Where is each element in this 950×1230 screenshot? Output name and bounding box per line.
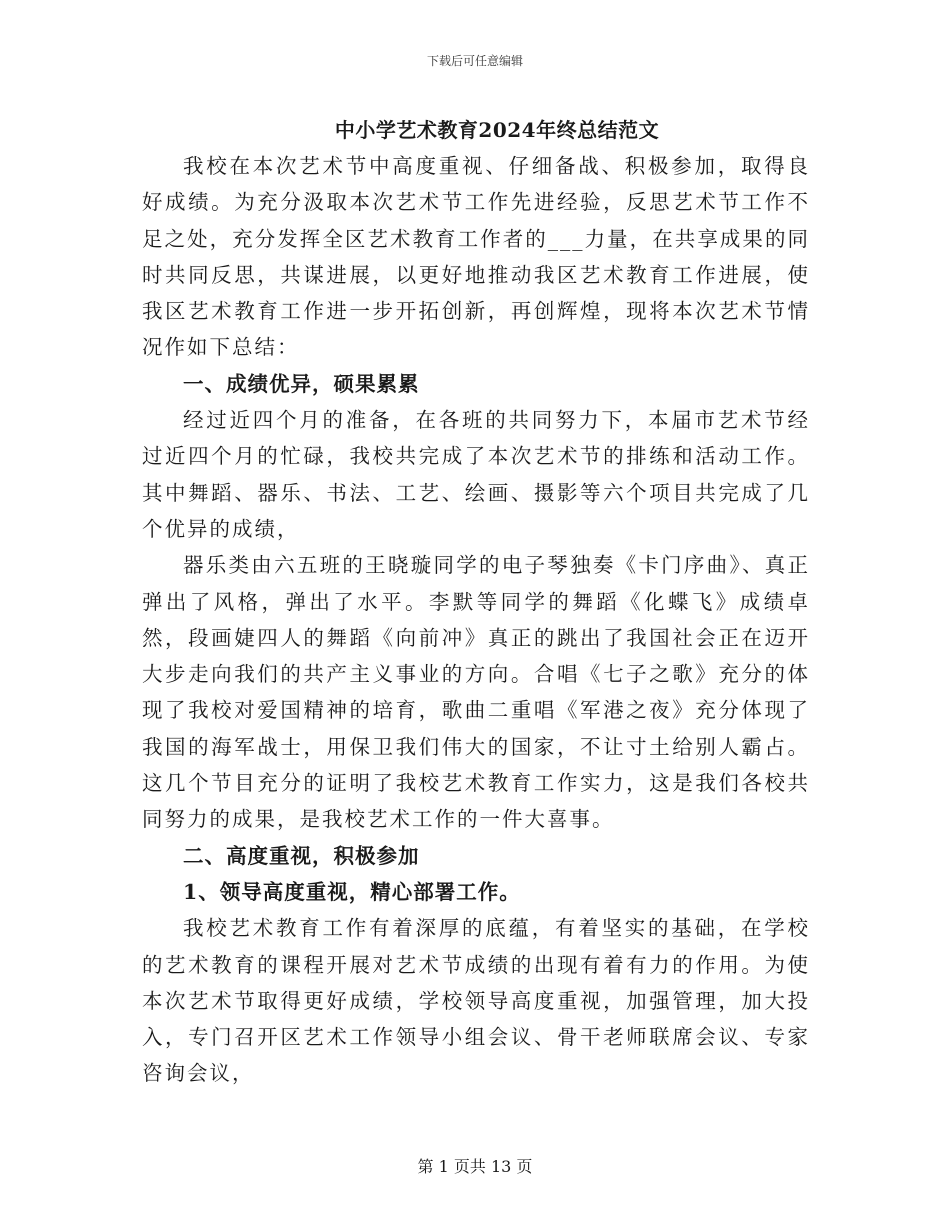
paragraph-performances: 器乐类由六五班的王晓璇同学的电子琴独奏《卡门序曲》、真正弹出了风格，弹出了水平。李默等同学的舞蹈《化蝶飞》成绩卓然，段画婕四人的舞蹈《向前冲》真正的跳出了我国社会正在迈开大步走向我们的共产主义事业的方向。合唱《七子之歌》充分的体现了我校对爱国精神的培育，歌曲二重唱《军港之夜》充分体现了我国的海军战士，用保卫我们伟大的国家，不让寸土给别人霸占。这几个节目充分的证明了我校艺术教育工作实力，这是我们各校共同努力的成果，是我校艺术工作的一件大喜事。: [142, 553, 810, 832]
section-heading-participation: 二、高度重视，积极参加: [183, 843, 420, 868]
page-header-note: 下载后可任意编辑: [426, 54, 523, 68]
document-title: 中小学艺术教育2024年终总结范文: [334, 118, 660, 142]
paragraph-preparation: 经过近四个月的准备，在各班的共同努力下，本届市艺术节经过近四个月的忙碌，我校共完成了本次艺术节的排练和活动工作。其中舞蹈、器乐、书法、工艺、绘画、摄影等六个项目共完成了几个优异的成绩，: [142, 408, 810, 541]
page-number: 第 1 页共 13 页: [417, 1157, 533, 1176]
section-heading-achievements: 一、成绩优异，硕果累累: [183, 371, 420, 396]
paragraph-intro: 我校在本次艺术节中高度重视、仔细备战、积极参加，取得良好成绩。为充分汲取本次艺术节工作先进经验，反思艺术节工作不足之处，充分发挥全区艺术教育工作者的___力量，在共享成果的同时共同反思，共谋进展，以更好地推动我区艺术教育工作进展，使我区艺术教育工作进一步开拓创新，再创辉煌，现将本次艺术节情况作如下总结：: [142, 154, 810, 360]
paragraph-leadership: 我校艺术教育工作有着深厚的底蕴，有着坚实的基础，在学校的艺术教育的课程开展对艺术节成绩的出现有着有力的作用。为使本次艺术节取得更好成绩，学校领导高度重视，加强管理，加大投入，专门召开区艺术工作领导小组会议、骨干老师联席会议、专家咨询会议，: [142, 916, 810, 1086]
subsection-heading-leadership: 1、领导高度重视，精心部署工作。: [183, 879, 521, 904]
document-body: [142, 112, 810, 1092]
